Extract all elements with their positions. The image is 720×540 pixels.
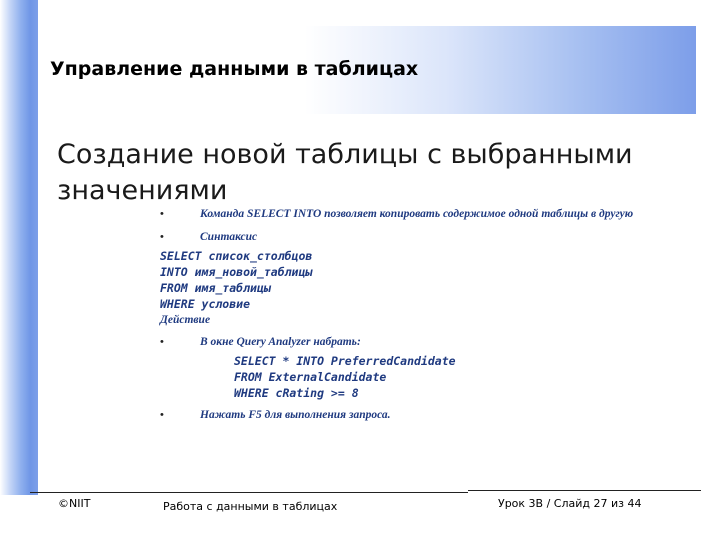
bullet-icon: • bbox=[160, 208, 164, 220]
slide-title: Управление данными в таблицах bbox=[50, 58, 419, 80]
slide-heading: Создание новой таблицы с выбранными значениями bbox=[57, 139, 633, 206]
bullet-text: В окне Query Analyzer набрать: bbox=[200, 336, 361, 348]
example-code-line: WHERE cRating >= 8 bbox=[234, 386, 359, 400]
slide-content bbox=[160, 206, 700, 424]
bullet-text: Команда SELECT INTO позволяет копировать содержимое одной таблицы в другую bbox=[200, 208, 634, 220]
bullet-item bbox=[160, 206, 700, 223]
bullet-item bbox=[160, 407, 700, 424]
syntax-line: INTO имя_новой_таблицы bbox=[160, 265, 313, 279]
bullet-icon: • bbox=[160, 336, 164, 348]
action-label: Действие bbox=[160, 314, 211, 326]
left-decorative-bar bbox=[0, 0, 38, 495]
bullet-text: Нажать F5 для выполнения запроса. bbox=[200, 409, 391, 421]
footer-course-title: Работа с данными в таблицах bbox=[163, 500, 338, 513]
footer-page-info: Урок 3В / Слайд 27 из 44 bbox=[498, 497, 642, 510]
bullet-icon: • bbox=[160, 231, 164, 243]
footer-copyright: ©NIIT bbox=[58, 497, 91, 510]
syntax-line: SELECT список_столбцов bbox=[160, 249, 313, 263]
bullet-item bbox=[160, 229, 700, 246]
syntax-line: WHERE условие bbox=[160, 297, 251, 311]
footer-divider-right bbox=[468, 490, 701, 491]
example-code-line: SELECT * INTO PreferredCandidate bbox=[234, 354, 456, 368]
syntax-line: FROM имя_таблицы bbox=[160, 281, 271, 295]
example-code-line: FROM ExternalCandidate bbox=[234, 370, 387, 384]
bullet-item bbox=[160, 334, 700, 351]
footer-divider-left bbox=[30, 492, 468, 493]
bullet-text: Синтаксис bbox=[200, 231, 258, 243]
bullet-icon: • bbox=[160, 409, 164, 421]
